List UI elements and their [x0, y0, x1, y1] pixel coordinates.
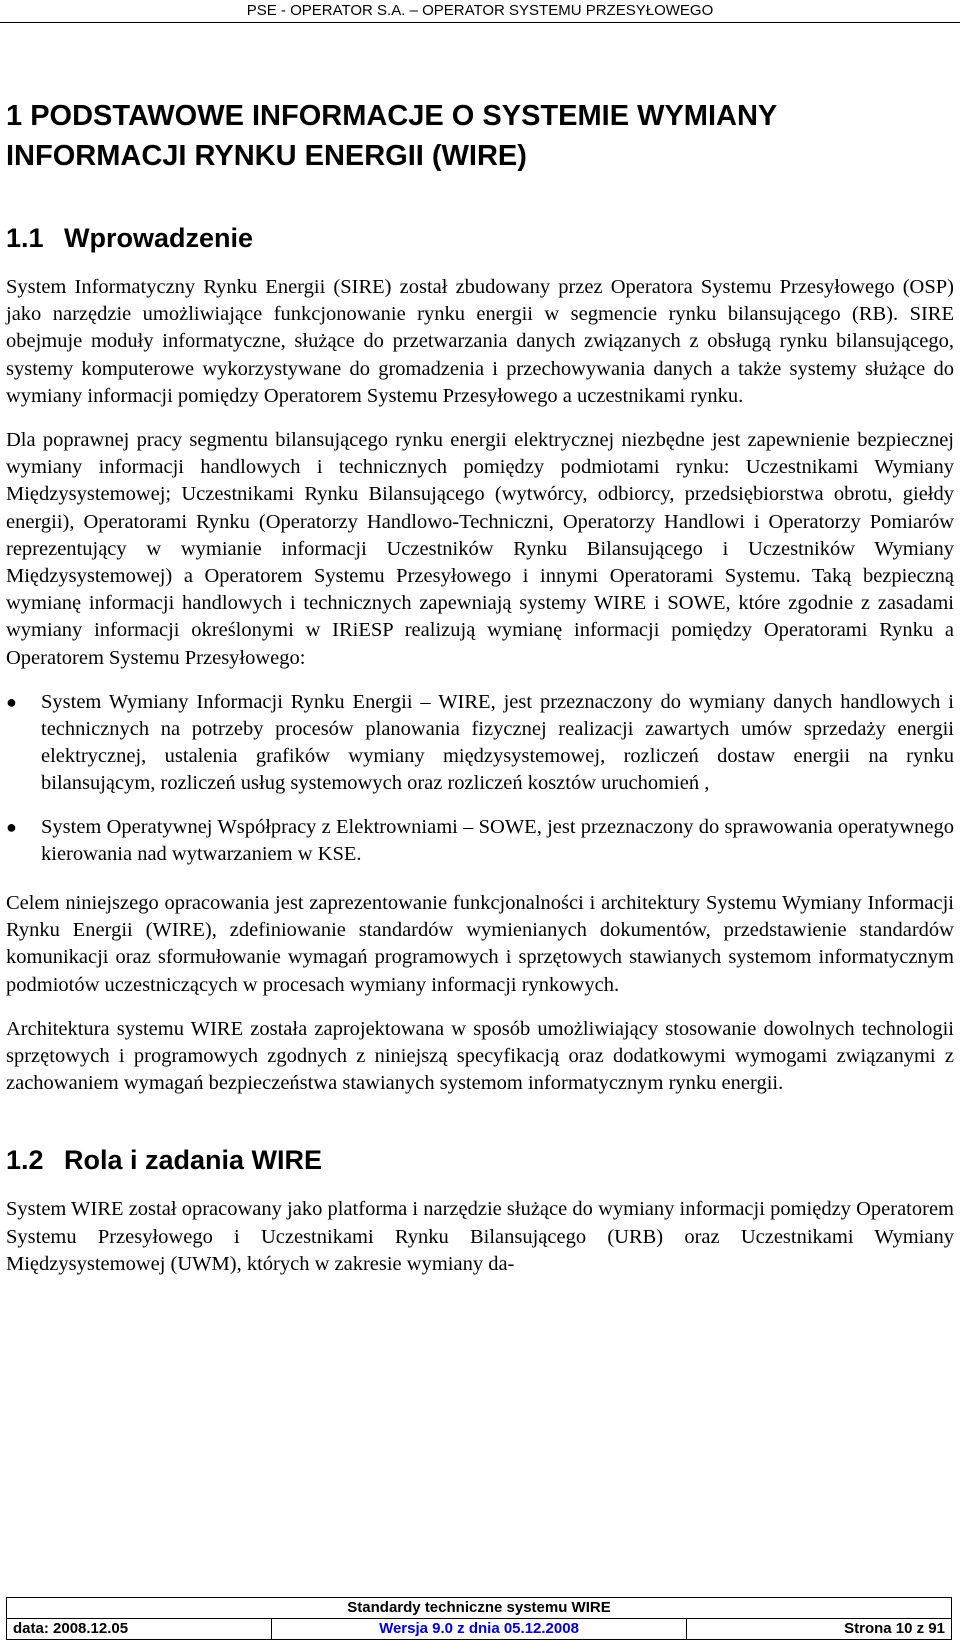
paragraph: System WIRE został opracowany jako platforma i narzędzie służące do wymiany informacji pomiędzy Operatorem Systemu Przesyłowego i Uczestnikami Rynku Bilansującego (URB) oraz Uczestnikami Wymiany Międzysystemowej (UWM), których w zakresie wymiany da-	[6, 1198, 954, 1275]
paragraph: System Informatyczny Rynku Energii (SIRE) został zbudowany przez Operatora Systemu Przesyłowego (OSP) jako narzędzie umożliwiające funkcjonowanie rynku energii w segmencie rynku bilansującego (RB). SIRE obejmuje moduły informatyczne, służące do przetwarzania danych związanych z obsługą rynku bilansującego, systemy komputerowe wykorzystywane do gromadzenia i przechowywania danych a także systemy służące do wymiany informacji pomiędzy Operatorem Systemu Przesyłowego a uczestnikami rynku.	[6, 276, 954, 407]
page-content	[6, 96, 954, 1295]
bullet-icon: ●	[6, 816, 17, 837]
footer-page-number: Strona 10 z 91	[687, 1619, 952, 1640]
bullet-icon: ●	[6, 691, 17, 712]
section-number: 1.2	[6, 1145, 44, 1176]
chapter-heading	[6, 96, 954, 176]
section-heading-1-1	[6, 220, 954, 256]
section-title: Rola i zadania WIRE	[64, 1145, 323, 1176]
page-footer	[6, 1597, 952, 1640]
chapter-number: 1	[6, 100, 23, 132]
chapter-title: PODSTAWOWE INFORMACJE O SYSTEMIE WYMIANY INFORMACJI RYNKU ENERGII (WIRE)	[6, 100, 777, 172]
list-item	[6, 689, 954, 798]
list-item	[6, 814, 954, 868]
section-number: 1.1	[6, 223, 44, 253]
paragraph: Architektura systemu WIRE została zaprojektowana w sposób umożliwiający stosowanie dowolnych technologii sprzętowych i programowych zgodnych z niniejszą specyfikacją oraz dodatkowymi wymogami związanymi z zachowaniem wymagań bezpieczeństwa stawianych systemom informatycznym rynku energii.	[6, 1017, 954, 1095]
section-title: Wprowadzenie	[64, 223, 254, 253]
bullet-list	[6, 689, 954, 868]
footer-title: Standardy techniczne systemu WIRE	[7, 1598, 952, 1619]
footer-version: Wersja 9.0 z dnia 05.12.2008	[271, 1619, 687, 1640]
list-item-text: System Wymiany Informacji Rynku Energii – WIRE, jest przeznaczony do wymiany danych handlowych i technicznych na potrzeby procesów planowania fizycznej realizacji zawartych umów sprzedaży energii elektrycznej, ustalenia grafików wymiany międzysystemowej, rozliczeń dostaw energii na rynku bilansującym, rozliczeń usług systemowych oraz rozliczeń kosztów uruchomień ,	[41, 690, 954, 795]
footer-date: data: 2008.12.05	[7, 1619, 272, 1640]
list-item-text: System Operatywnej Współpracy z Elektrowniami – SOWE, jest przeznaczony do sprawowania operatywnego kierowania nad wytwarzaniem w KSE.	[41, 815, 954, 865]
paragraph: Celem niniejszego opracowania jest zaprezentowanie funkcjonalności i architektury Systemu Wymiany Informacji Rynku Energii (WIRE), zdefiniowanie standardów wymienianych dokumentów, przedstawienie standardów komunikacji oraz sformułowanie wymagań programowych i sprzętowych stawianych systemom informatycznym podmiotów uczestniczących w procesach wymiany informacji rynkowych.	[6, 892, 954, 996]
running-header: PSE - OPERATOR S.A. – OPERATOR SYSTEMU PRZESYŁOWEGO	[0, 0, 960, 23]
section-heading-1-2	[6, 1142, 954, 1178]
paragraph: Dla poprawnej pracy segmentu bilansującego rynku energii elektrycznej niezbędne jest zapewnienie bezpiecznej wymiany informacji handlowych i technicznych pomiędzy podmiotami rynku: Uczestnikami Wymiany Międzysystemowej; Uczestnikami Rynku Bilansującego (wytwórcy, odbiorcy, przedsiębiorstwa obrotu, giełdy energii), Operatorami Rynku (Operatorzy Handlowo-Techniczni, Operatorzy Handlowi i Operatorzy Pomiarów reprezentujący w wymianie informacji Uczestników Rynku Bilansującego i Uczestników Wymiany Międzysystemowej) a Operatorem Systemu Przesyłowego i innymi Operatorami Systemu. Taką bezpieczną wymianę informacji handlowych i technicznych zapewniają systemy WIRE i SOWE, które zgodnie z zasadami wymiany informacji określonymi w IRiESP realizują wymianę informacji pomiędzy Operatorami Rynku a Operatorem Systemu Przesyłowego:	[6, 429, 954, 669]
